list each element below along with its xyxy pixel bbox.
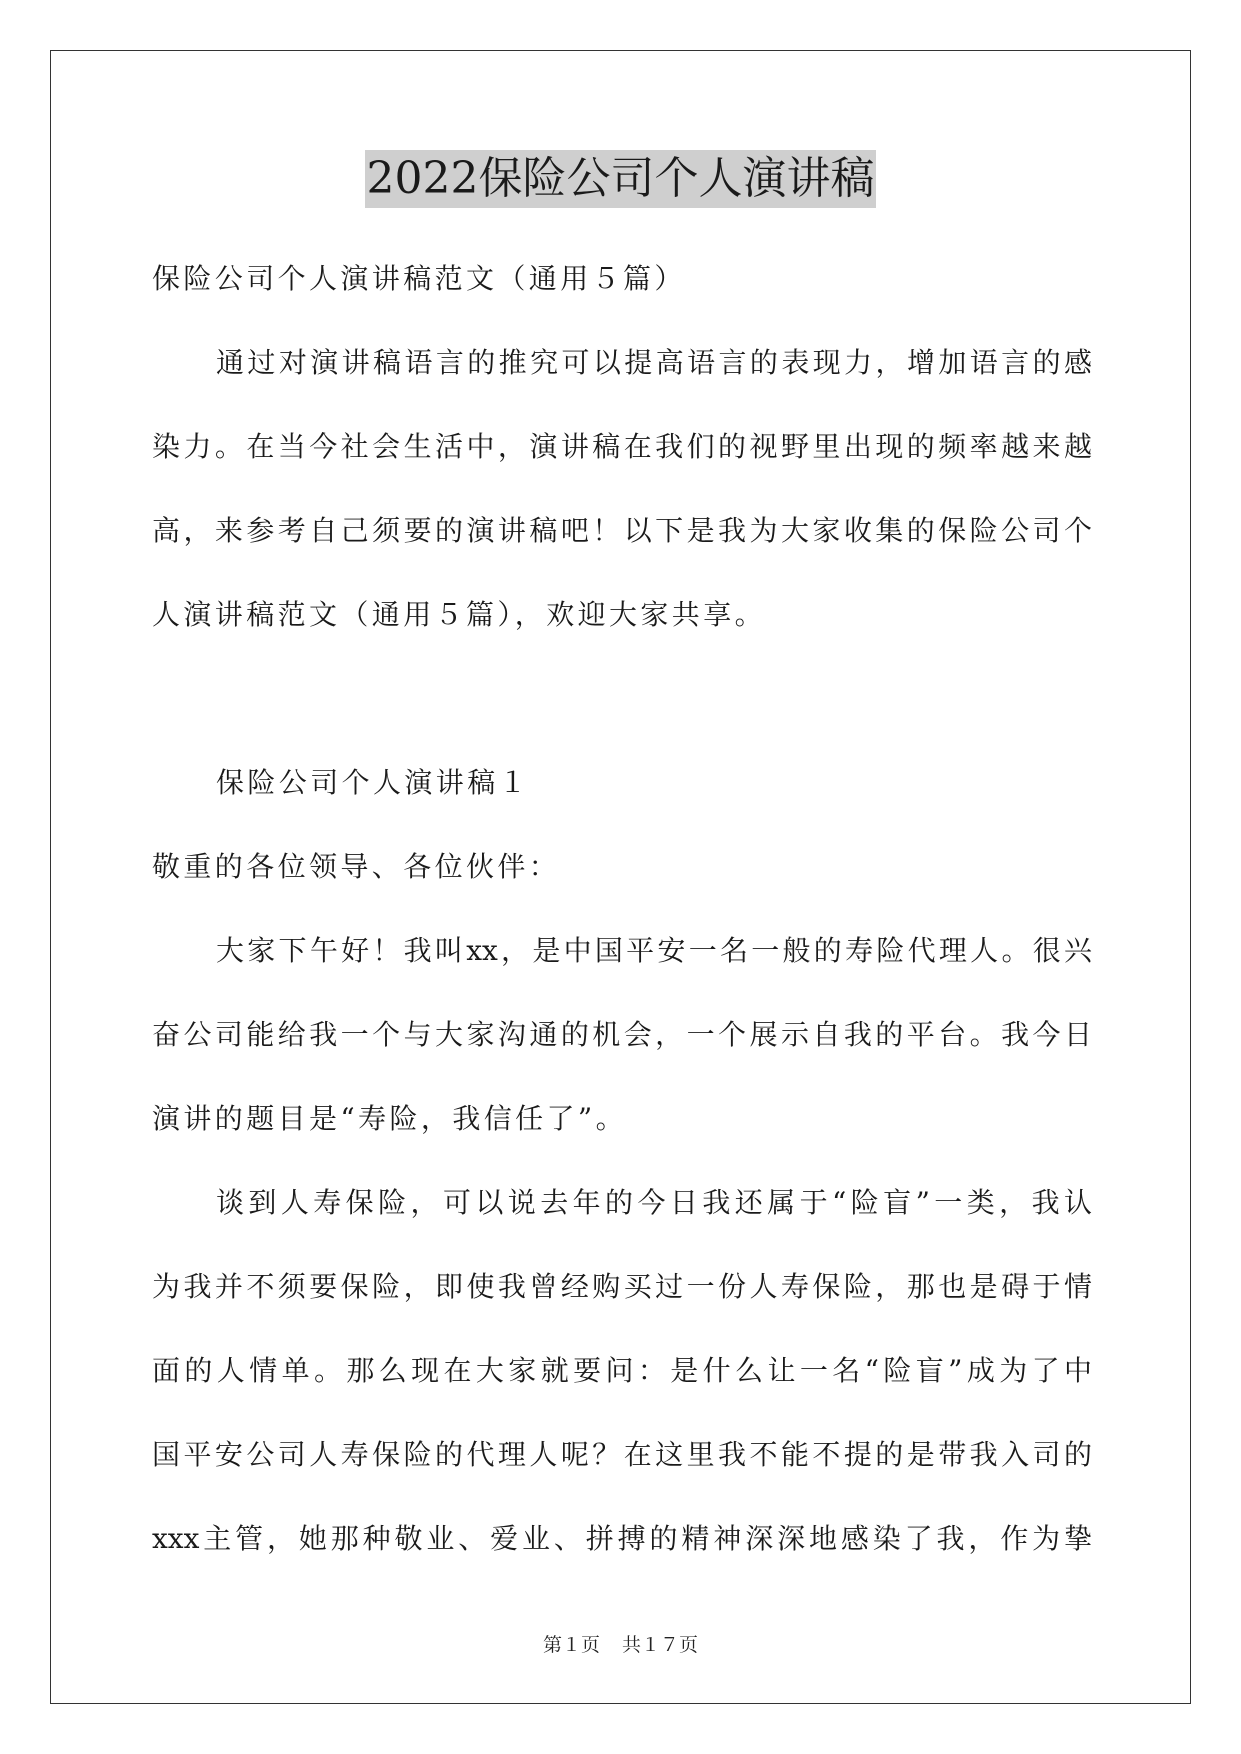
page-total: 共１７页 <box>622 1634 699 1656</box>
text-line: 国平安公司人寿保险的代理人呢？在这里我不能不提的是带我入司的 <box>152 1438 1092 1471</box>
text-line: 面的人情单。那么现在大家就要问：是什么让一名“险盲”成为了中 <box>152 1354 1092 1387</box>
text-line: 保险公司个人演讲稿范文（通用５篇） <box>152 262 686 295</box>
text-line: 人演讲稿范文（通用５篇），欢迎大家共享。 <box>152 598 767 631</box>
text-line: 敬重的各位领导、各位伙伴： <box>152 850 561 883</box>
text-line: 通过对演讲稿语言的推究可以提高语言的表现力，增加语言的感 <box>216 346 1092 379</box>
text-line: 大家下午好！我叫xx，是中国平安一名一般的寿险代理人。很兴 <box>216 934 1092 967</box>
paragraph-gap <box>152 657 1092 741</box>
page-number: 第１页 <box>542 1634 600 1656</box>
text-line: 谈到人寿保险，可以说去年的今日我还属于“险盲”一类，我认 <box>216 1186 1092 1219</box>
page-footer <box>0 1630 1241 1657</box>
text-line: 染力。在当今社会生活中，演讲稿在我们的视野里出现的频率越来越 <box>152 430 1092 463</box>
document-title: 2022保险公司个人演讲稿 <box>365 150 877 208</box>
text-line: 为我并不须要保险，即使我曾经购买过一份人寿保险，那也是碍于情 <box>152 1270 1092 1303</box>
title-container <box>0 150 1241 208</box>
text-line: xxx主管，她那种敬业、爱业、拼搏的精神深深地感染了我，作为挚 <box>152 1522 1092 1555</box>
text-line: 高，来参考自己须要的演讲稿吧！以下是我为大家收集的保险公司个 <box>152 514 1092 547</box>
document-body <box>152 237 1092 1581</box>
text-line: 奋公司能给我一个与大家沟通的机会，一个展示自我的平台。我今日 <box>152 1018 1092 1051</box>
text-line: 保险公司个人演讲稿１ <box>216 766 531 799</box>
text-line: 演讲的题目是“寿险，我信任了”。 <box>152 1102 628 1135</box>
